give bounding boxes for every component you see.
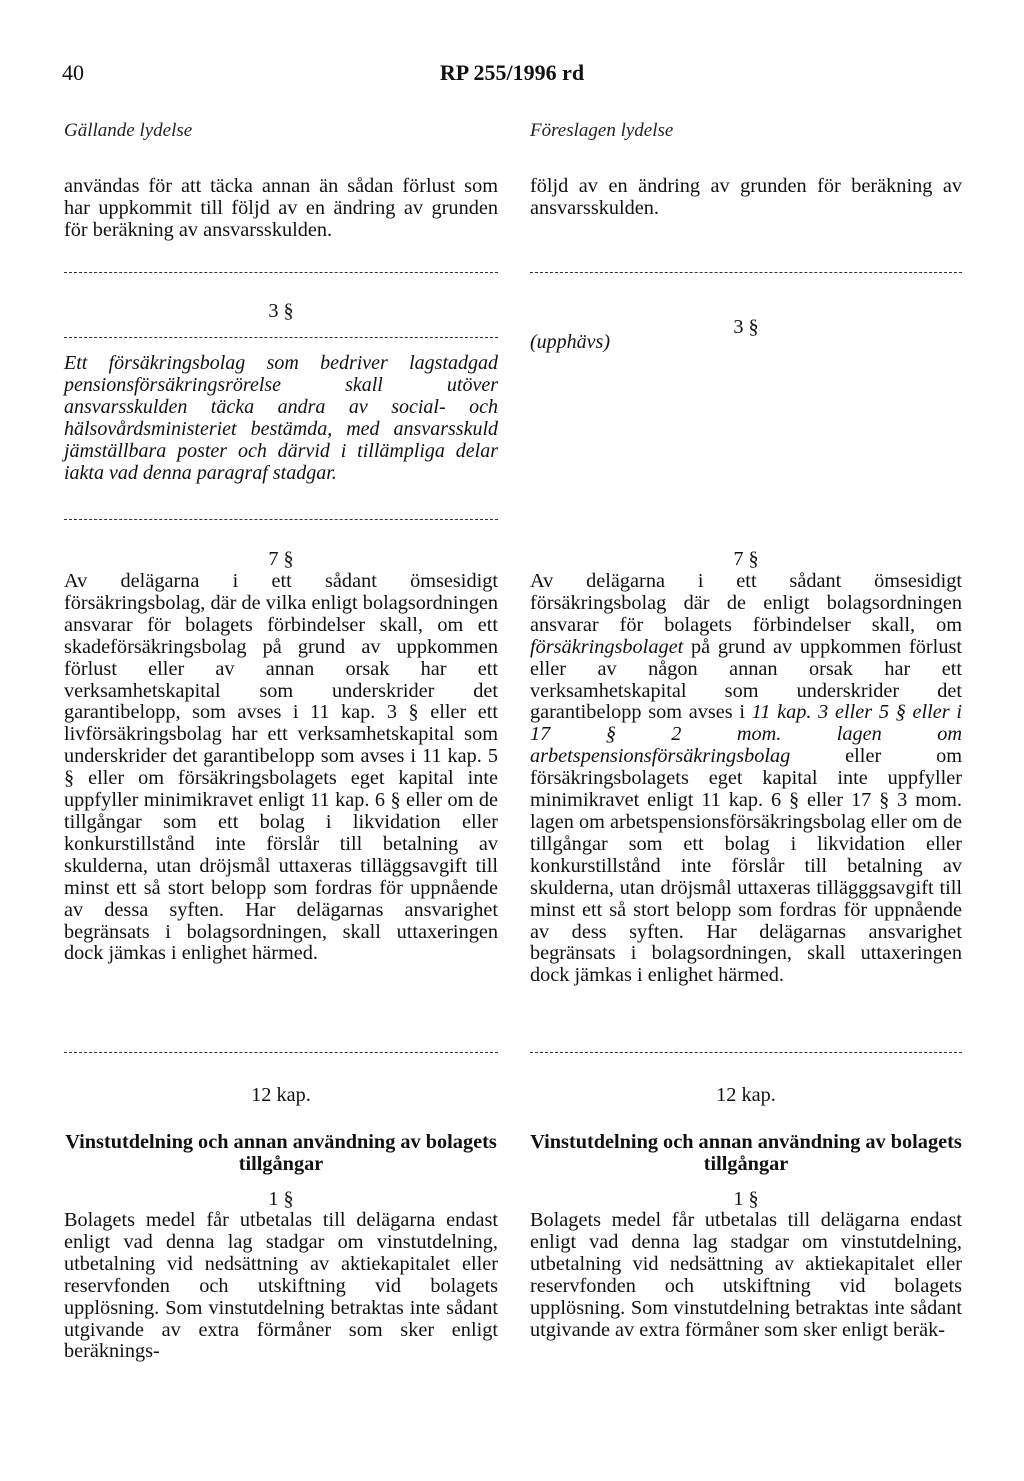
right-section-7-text: Av delägarna i ett sådant ömsesidigt försäkringsbolag där de enligt bolagsordningen ansvarar för bolagets förbindelser skall, om försäkringsbolaget på grund av uppkommen förlust eller av någon annan orsak har ett verksamhetskapital som underskrider det garantibelopp som avses i 11 kap. 3 eller 5 § eller i 17 § 2 mom. lagen om arbetspensionsförsäkringsbolag eller om försäkringsbolagets eget kapital inte uppfyller minimikravet enligt 11 kap. 6 § eller 17 § 3 mom. lagen om arbetspensionsförsäkringsbolag eller om de tillgångar som ett bolag i likvidation eller konkurstillstånd inte förslår till betalning av skulderna, utan dröjsmål uttaxeras tillägggsavgift till minst ett så stort belopp som fordras för uppnående av dess syften. Har delägarnas ansvarighet begränsats i bolagsordningen, skall uttaxeringen dock jämkas i enlighet härmed. bbox=[530, 570, 962, 987]
left-dashed-divider-3 bbox=[64, 519, 498, 520]
right-dashed-divider-2 bbox=[530, 1052, 962, 1053]
right-section-1-heading: 1 § bbox=[733, 1188, 759, 1210]
left-chapter-heading: 12 kap. bbox=[251, 1084, 311, 1106]
right-amended-term: försäkringsbolaget bbox=[530, 635, 684, 658]
right-section-7-heading: 7 § bbox=[733, 548, 759, 570]
right-paragraph-intro: följd av en ändring av grunden för beräkning av ansvarsskulden. bbox=[530, 175, 962, 219]
right-dashed-divider-1 bbox=[530, 272, 962, 273]
right-chapter-heading: 12 kap. bbox=[716, 1084, 776, 1106]
left-dashed-divider-1 bbox=[64, 272, 498, 273]
left-section-1-text: Bolagets medel får utbetalas till delägarna endast enligt vad denna lag stadgar om vinstutdelning, utbetalning vid nedsättning av aktiekapitalet eller reservfonden och utskiftning vid bolagets upplösning. Som vinstutdelning betraktas inte sådant utgivande av extra förmåner som sker enligt beräknings- bbox=[64, 1209, 498, 1363]
left-section-7-heading: 7 § bbox=[268, 548, 294, 570]
left-section-1-heading: 1 § bbox=[268, 1188, 294, 1210]
column-head-proposed: Föreslagen lydelse bbox=[530, 120, 674, 141]
column-head-current: Gällande lydelse bbox=[64, 120, 193, 141]
right-section-3-heading: 3 § bbox=[733, 316, 759, 338]
left-chapter-title: Vinstutdelning och annan användning av bolagets tillgångar bbox=[65, 1131, 497, 1175]
right-section-1-text: Bolagets medel får utbetalas till delägarna endast enligt vad denna lag stadgar om vinstutdelning, utbetalning vid nedsättning av aktiekapitalet eller reservfonden och utskiftning vid bolagets upplösning. Som vinstutdelning betraktas inte sådant utgivande av extra förmåner som sker enligt beräk- bbox=[530, 1209, 962, 1341]
left-dashed-divider-4 bbox=[64, 1052, 498, 1053]
doc-reference: RP 255/1996 rd bbox=[439, 60, 585, 85]
left-section-3-text: Ett försäkringsbolag som bedriver lagstadgad pensionsförsäkringsrörelse skall utöver ansvarsskulden täcka andra av social- och hälsovårdsministeriet bestämda, med ansvarsskuld jämställbara poster och därvid i tillämpliga delar iakta vad denna paragraf stadgar. bbox=[64, 352, 498, 484]
right-repealed-note: (upphävs) bbox=[530, 331, 610, 353]
left-section-7-text: Av delägarna i ett sådant ömsesidigt försäkringsbolag, där de vilka enligt bolagsordningen ansvarar för bolagets förbindelser skall, om ett skadeförsäkringsbolag på grund av uppkommen förlust eller av annan orsak har ett verksamhetskapital som underskrider det garantibelopp, som avses i 11 kap. 3 § eller ett livförsäkringsbolag har ett verksamhetskapital som underskrider det garantibelopp som avses i 11 kap. 5 § eller om försäkringsbolagets eget kapital inte uppfyller minimikravet enligt 11 kap. 6 § eller om de tillgångar som ett bolag i likvidation eller konkurstillstånd inte förslår till betalning av skulderna, utan dröjsmål uttaxeras tilläggsavgift till minst ett så stort belopp som fordras för uppnående av dessa syften. Har delägarnas ansvarighet begränsats i bolagsordningen, skall uttaxeringen dock jämkas i enlighet härmed. bbox=[64, 570, 498, 965]
page-number: 40 bbox=[62, 60, 84, 85]
right-chapter-title: Vinstutdelning och annan användning av bolagets tillgångar bbox=[530, 1131, 962, 1175]
left-section-3-heading: 3 § bbox=[268, 300, 294, 322]
left-paragraph-intro: användas för att täcka annan än sådan förlust som har uppkommit till följd av en ändring av grunden för beräkning av ansvarsskulden. bbox=[64, 175, 498, 241]
left-dashed-divider-2 bbox=[64, 337, 498, 338]
right-amended-reference: 11 kap. 3 eller 5 § eller i 17 § 2 mom. lagen om arbetspensionsförsäkringsbolag bbox=[530, 701, 962, 768]
